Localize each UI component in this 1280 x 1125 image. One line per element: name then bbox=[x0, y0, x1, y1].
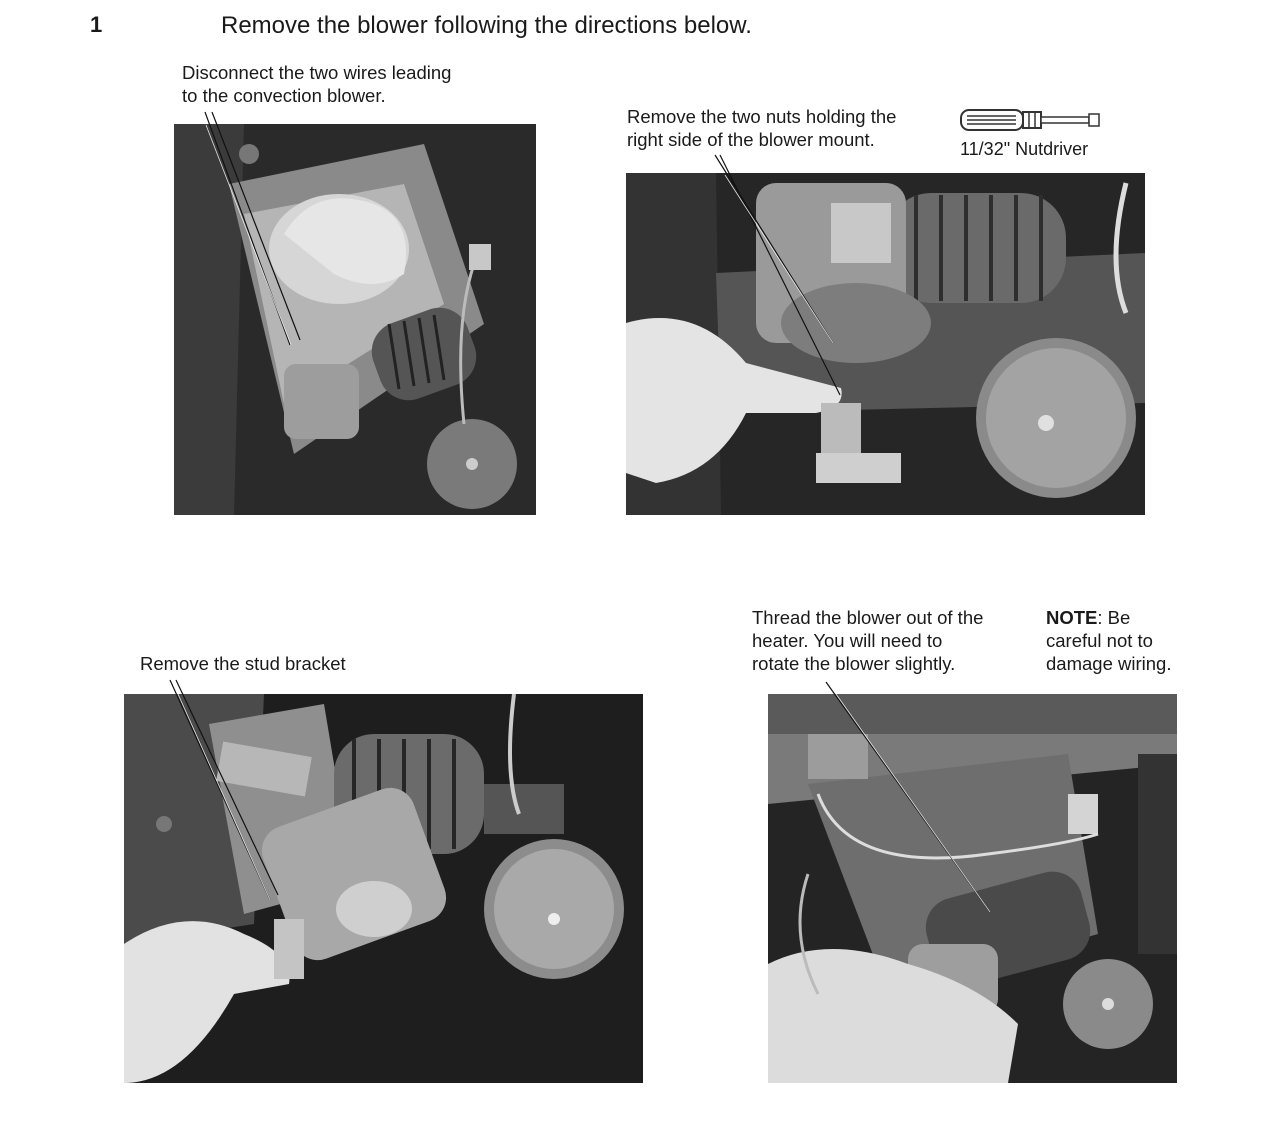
nutdriver-icon bbox=[958, 104, 1103, 136]
note-line: careful not to bbox=[1046, 630, 1153, 651]
tool-label: 11/32" Nutdriver bbox=[960, 139, 1089, 159]
panel-4-caption bbox=[752, 606, 983, 675]
panel-3-caption bbox=[140, 652, 346, 675]
photo-remove-nuts bbox=[626, 173, 1145, 515]
photo-remove-stud-bracket bbox=[124, 694, 643, 1083]
caption-line: Disconnect the two wires leading bbox=[182, 62, 452, 83]
caption-line: Thread the blower out of the bbox=[752, 607, 984, 628]
step-title: Remove the blower following the directions below. bbox=[221, 12, 752, 39]
caption-line: Remove the stud bracket bbox=[140, 653, 346, 674]
step-number: 1 bbox=[90, 12, 103, 37]
caption-line: right side of the blower mount. bbox=[627, 129, 875, 150]
caption-line: rotate the blower slightly. bbox=[752, 653, 956, 674]
photo-disconnect-wires bbox=[174, 124, 536, 515]
note-line: damage wiring. bbox=[1046, 653, 1172, 674]
note-line: : Be bbox=[1097, 607, 1131, 628]
photo-thread-blower-out bbox=[768, 694, 1177, 1083]
panel-2-caption bbox=[627, 105, 896, 151]
caption-line: to the convection blower. bbox=[182, 85, 386, 106]
note-box bbox=[1046, 606, 1171, 675]
caption-line: Remove the two nuts holding the bbox=[627, 106, 897, 127]
panel-1-caption bbox=[182, 61, 451, 107]
note-label: NOTE bbox=[1046, 607, 1098, 628]
caption-line: heater. You will need to bbox=[752, 630, 943, 651]
